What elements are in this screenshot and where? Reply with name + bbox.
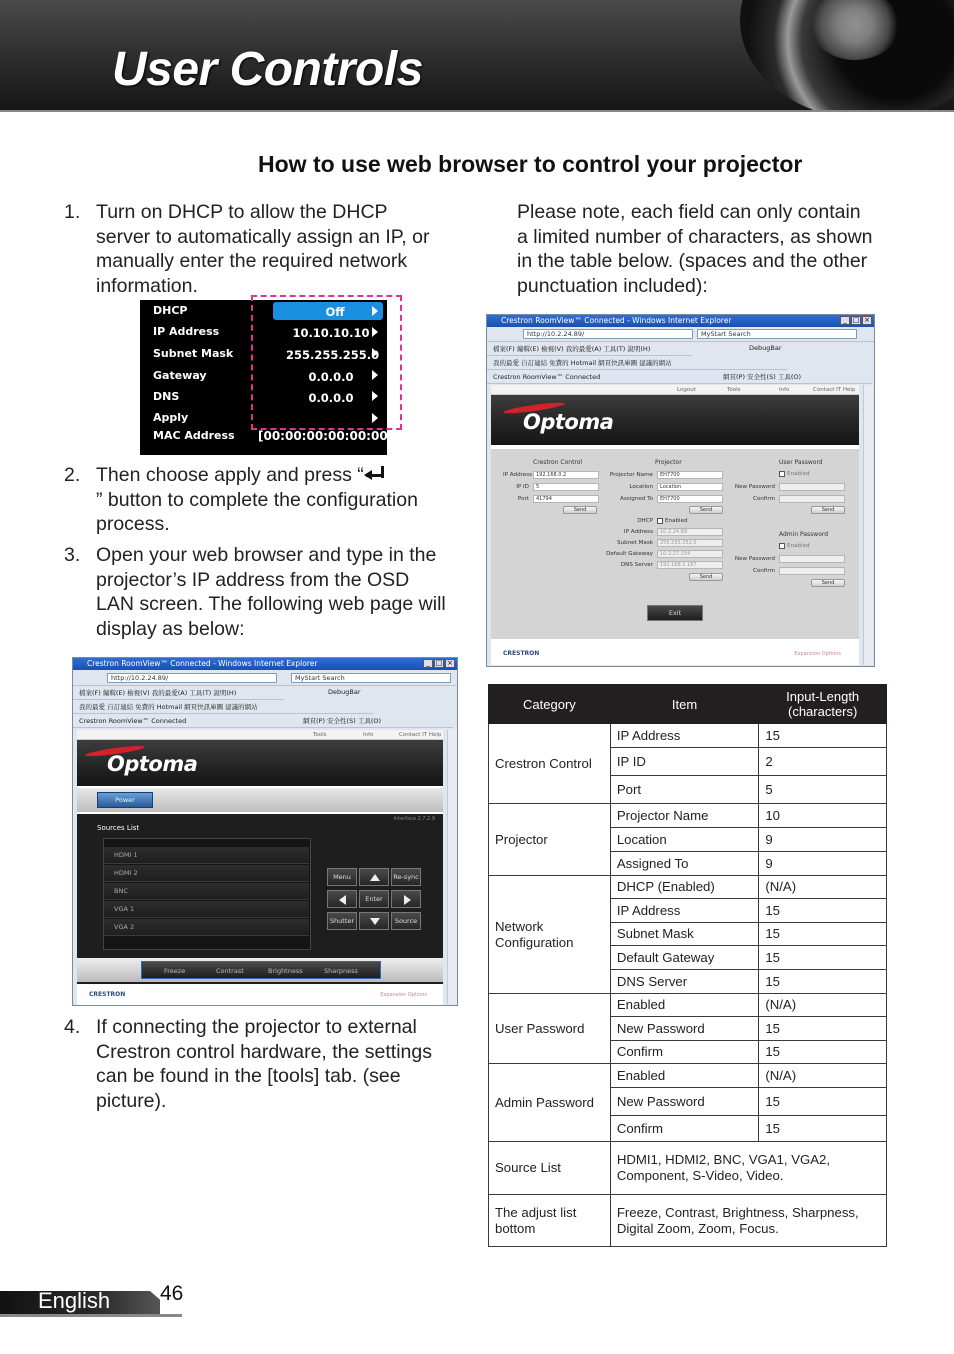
table-row: User Password Enabled (N/A)	[489, 994, 887, 1017]
table-row: Network Configuration DHCP (Enabled) (N/A)	[489, 876, 887, 899]
debugbar-label: DebugBar	[328, 688, 361, 696]
table-row: Projector Projector Name 10	[489, 804, 887, 828]
table-header: Item	[610, 685, 759, 724]
table-row: New Password 15	[489, 1088, 887, 1116]
osd-value: 255.255.255.0	[286, 348, 380, 362]
search-box: MyStart Search	[291, 673, 451, 683]
location-input[interactable]: Location	[657, 483, 723, 491]
subnet-mask-input[interactable]: 255.255.252.0	[657, 539, 723, 547]
table-row: Port 5	[489, 776, 887, 804]
enter-key-icon	[364, 465, 386, 483]
brightness-button[interactable]: Brightness	[268, 967, 303, 975]
list-item[interactable]: HDMI 2	[104, 865, 309, 882]
crestron-logo: CRESTRON	[503, 650, 540, 657]
favorites-bar: 我的最愛 自訂連結 免費的 Hotmail 網頁快訊庫圖 建議的網站	[487, 356, 787, 370]
step-1: 1. Turn on DHCP to allow the DHCP server to automatically assign an IP, or manually enter the required network information.	[64, 201, 430, 297]
right-button[interactable]	[391, 890, 421, 908]
arrow-left-icon	[339, 895, 346, 905]
osd-label: IP Address	[153, 325, 220, 338]
enter-button[interactable]: Enter	[359, 890, 389, 908]
dns-server-input[interactable]: 192.168.1.167	[657, 561, 723, 569]
tools-panel: Crestron Control IP Address 192.168.0.2 IP ID 5 Port 41794 Send Projector Projector Name EH7700 Location Location Assigned To EH7700 Send DHCP Enabled IP Address 10.2.24.89 Subnet Mask 255.255.252.0 Default Gateway 10.2.27.254 DNS Server 192.168.1.167 Send User Password Enabled New Password Confirm Send Admin Password Enabled New Password Confirm Send Exit	[491, 449, 859, 639]
down-button[interactable]	[359, 912, 389, 930]
table-row: Confirm 15	[489, 1116, 887, 1142]
table-header-row	[489, 685, 887, 724]
highlight-box	[251, 295, 402, 430]
address-bar: http://10.2.24.89/	[107, 673, 277, 683]
list-item[interactable]: HDMI 1	[104, 847, 309, 864]
table-row: DNS Server 15	[489, 970, 887, 994]
resync-button[interactable]: Re-sync	[391, 868, 421, 886]
arrow-down-icon	[370, 918, 380, 925]
step-3: 3. Open your web browser and type in the projector’s IP address from the OSD LAN screen. The following web page will display as below:	[64, 544, 446, 640]
address-bar: http://10.2.24.89/	[523, 329, 693, 339]
table-header: Category	[489, 685, 611, 724]
osd-value: 10.10.10.10	[292, 326, 370, 340]
adjust-bar	[141, 961, 381, 979]
user-pw-enabled-checkbox[interactable]	[779, 471, 785, 477]
browser-screenshot-main: Crestron RoomView™ Connected - Windows Internet Explorer _ □ × http://10.2.24.89/ MyStart Search 檔案(F) 編輯(E) 檢視(V) 我的最愛(A) 工具(T) 說明(H) DebugBar 我的最愛 自訂連結 免費的 Hotmail 網頁快訊庫圖 建議的網站 Crestron RoomView™ Connected 網頁(P) 安全性(S) 工具(O) Tools Info Contact IT Help Optoma Power Interface 2.7.2.9 Sources List HDMI 1 HDMI 2 BNC VGA 1 VGA 2 Menu Re-sync Enter Shutter Source Freeze Contrast Brightness Sharpness CRESTRON Expansion Options	[72, 657, 458, 1006]
projector-name-input[interactable]: EH7700	[657, 471, 723, 479]
assigned-to-input[interactable]: EH7700	[657, 495, 723, 503]
step-4: 4. If connecting the projector to external Crestron control hardware, the settings can be found in the [tools] tab. (see picture).	[64, 1016, 432, 1112]
browser-screenshot-tools: Crestron RoomView™ Connected - Windows Internet Explorer _ □ × http://10.2.24.89/ MyStart Search 檔案(F) 編輯(E) 檢視(V) 我的最愛(A) 工具(T) 說明(H) DebugBar 我的最愛 自訂連結 免費的 Hotmail 網頁快訊庫圖 建議的網站 Crestron RoomView™ Connected 網頁(P) 安全性(S) 工具(O) Logout Tools Info Contact IT Help Optoma Crestron Control IP Address 192.168.0.2 IP ID 5 Port 41794 Send Projector Projector Name EH7700 Location Location Assigned To EH7700 Send DHCP Enabled IP Address 10.2.24.89 Subnet Mask 255.255.252.0 Default Gateway 10.2.27.254 DNS Server 192.168.1.167 Send User Password Enabled New Password Confirm Send Admin Password Enabled New Password Confirm Send Exit CRESTRON Expansion Options	[486, 314, 875, 667]
osd-label: DNS	[153, 390, 180, 403]
browser-tab: Crestron RoomView™ Connected	[493, 373, 601, 381]
crestron-port-input[interactable]: 41794	[533, 495, 599, 503]
debugbar-label: DebugBar	[749, 344, 782, 352]
crestron-ip-input[interactable]: 192.168.0.2	[533, 471, 599, 479]
table-row: Admin Password Enabled (N/A)	[489, 1064, 887, 1088]
up-button[interactable]	[359, 868, 389, 886]
admin-new-password-input[interactable]	[779, 555, 845, 563]
exit-button[interactable]: Exit	[647, 605, 703, 621]
osd-label: Gateway	[153, 369, 207, 382]
scrollbar[interactable]	[863, 385, 873, 665]
osd-label: MAC Address	[153, 429, 235, 442]
optoma-logo: Optoma	[107, 752, 198, 776]
favorites-bar: 我的最愛 自訂連結 免費的 Hotmail 網頁快訊庫圖 建議的網站	[73, 700, 373, 714]
osd-label: Subnet Mask	[153, 347, 234, 360]
arrow-right-icon	[404, 895, 411, 905]
crestron-ipid-input[interactable]: 5	[533, 483, 599, 491]
admin-confirm-input[interactable]	[779, 567, 845, 575]
table-header: Input-Length (characters)	[759, 685, 887, 724]
optoma-logo: Optoma	[523, 410, 614, 434]
contrast-button[interactable]: Contrast	[216, 967, 244, 975]
table-row: Crestron Control IP Address 15	[489, 724, 887, 748]
note-paragraph: Please note, each field can only contain a limited number of characters, as shown in the table below. (spaces and the other punctuation included):	[517, 201, 873, 297]
source-button[interactable]: Source	[391, 912, 421, 930]
freeze-button[interactable]: Freeze	[164, 967, 186, 975]
list-item[interactable]: VGA 2	[104, 919, 309, 936]
table-row: The adjust list bottom Freeze, Contrast, Brightness, Sharpness, Digital Zoom, Zoom, Focus.	[489, 1195, 887, 1247]
crestron-logo: CRESTRON	[89, 991, 126, 998]
gateway-input[interactable]: 10.2.27.254	[657, 550, 723, 558]
table-row: Subnet Mask 15	[489, 923, 887, 946]
browser-tab: Crestron RoomView™ Connected	[79, 717, 187, 725]
osd-label: DHCP	[153, 304, 188, 317]
projector-send-button[interactable]: Send	[689, 506, 723, 514]
table-row: Confirm 15	[489, 1041, 887, 1064]
shutter-button[interactable]: Shutter	[327, 912, 357, 930]
power-button[interactable]: Power	[97, 792, 153, 808]
list-item[interactable]: VGA 1	[104, 901, 309, 918]
user-confirm-input[interactable]	[779, 495, 845, 503]
sharpness-button[interactable]: Sharpness	[324, 967, 358, 975]
table-row: Location 9	[489, 828, 887, 852]
table-row: New Password 15	[489, 1017, 887, 1041]
page-title: User Controls	[112, 43, 423, 96]
admin-pw-send-button[interactable]: Send	[811, 579, 845, 587]
user-new-password-input[interactable]	[779, 483, 845, 491]
network-send-button[interactable]: Send	[689, 573, 723, 581]
crestron-send-button[interactable]: Send	[563, 506, 597, 514]
menu-bar: 檔案(F) 編輯(E) 檢視(V) 我的最愛(A) 工具(T) 說明(H)	[73, 686, 283, 700]
table-row: Source List HDMI1, HDMI2, BNC, VGA1, VGA2, Component, S-Video, Video.	[489, 1142, 887, 1195]
table-row: Assigned To 9	[489, 852, 887, 876]
field-length-table	[488, 684, 887, 1247]
osd-label: Apply	[153, 411, 189, 424]
page-header	[0, 0, 954, 110]
footer-language: English	[38, 1288, 111, 1313]
table-row: IP Address 15	[489, 899, 887, 923]
osd-value: Off	[325, 305, 345, 319]
osd-value: [00:00:00:00:00:00]	[258, 429, 394, 443]
table-row: Default Gateway 15	[489, 946, 887, 970]
osd-value: 0.0.0.0	[308, 391, 354, 405]
list-item[interactable]: BNC	[104, 883, 309, 900]
admin-pw-enabled-checkbox[interactable]	[779, 543, 785, 549]
user-pw-send-button[interactable]: Send	[811, 506, 845, 514]
search-box: MyStart Search	[697, 329, 857, 339]
dhcp-checkbox[interactable]	[657, 518, 663, 524]
menu-button[interactable]: Menu	[327, 868, 357, 886]
table-row: IP ID 2	[489, 748, 887, 776]
scrollbar[interactable]	[447, 730, 457, 1004]
left-button[interactable]	[327, 890, 357, 908]
section-title: How to use web browser to control your projector	[258, 151, 803, 177]
osd-value: 0.0.0.0	[308, 370, 354, 384]
sources-list	[103, 838, 311, 950]
page-number: 46	[160, 1282, 184, 1305]
ip-address-input[interactable]: 10.2.24.89	[657, 528, 723, 536]
arrow-up-icon	[370, 874, 380, 881]
step-2: 2. Then choose apply and press “ ” button to complete the configuration process.	[64, 464, 418, 535]
menu-bar: 檔案(F) 編輯(E) 檢視(V) 我的最愛(A) 工具(T) 說明(H)	[487, 342, 692, 356]
